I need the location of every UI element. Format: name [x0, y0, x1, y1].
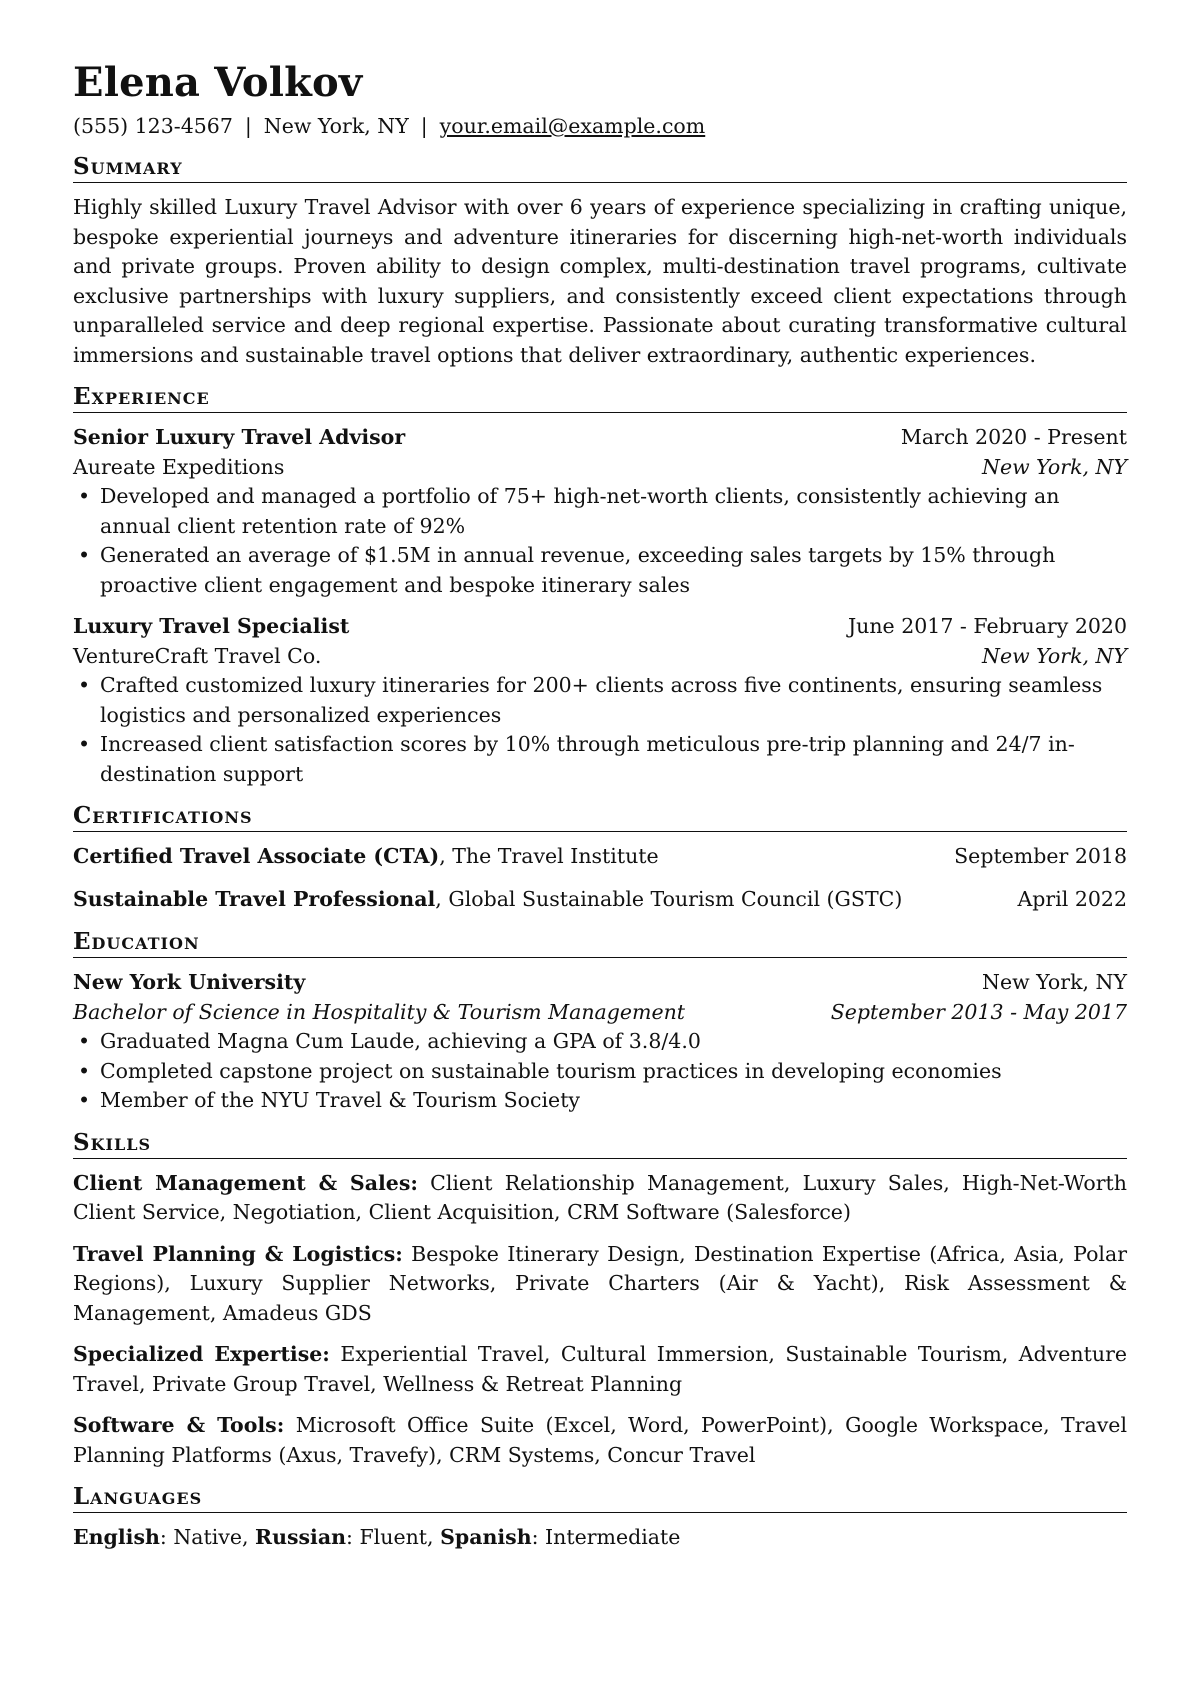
job-location: New York, NY — [982, 643, 1127, 668]
certification-issuer: , The Travel Institute — [439, 844, 659, 868]
skill-group-label: Software & Tools: — [73, 1413, 285, 1437]
skill-group-label: Client Management & Sales: — [73, 1170, 418, 1195]
resume-page — [73, 58, 1127, 1553]
bullet-item: • Completed capstone project on sustainable tourism practices in developing economies — [100, 1057, 1127, 1087]
bullet-item: • Developed and managed a portfolio of 75+ high-net-worth clients, consistently achieving an annual client retention rate of 92% — [100, 482, 1127, 541]
location-text: New York, NY — [263, 114, 409, 138]
language-name: Spanish — [440, 1525, 532, 1549]
job-title: Luxury Travel Specialist — [73, 614, 350, 638]
certification-text — [73, 885, 902, 915]
job-bullets — [73, 482, 1127, 600]
bullet-item: • Crafted customized luxury itineraries for 200+ clients across five continents, ensuring seamless logistics and personalized experiences — [100, 671, 1127, 730]
job-dates: March 2020 - Present — [900, 425, 1127, 449]
job-location: New York, NY — [982, 454, 1127, 479]
certification-name: Sustainable Travel Professional — [73, 886, 436, 911]
section-title-summary: Summary — [73, 152, 1127, 183]
skill-group — [73, 1411, 1127, 1470]
school-row — [73, 968, 1127, 998]
section-title-skills: Skills — [73, 1128, 1127, 1159]
job-company-row — [73, 642, 1127, 672]
languages-line — [73, 1523, 1127, 1553]
contact-line — [73, 112, 1127, 140]
skill-group — [73, 1169, 1127, 1228]
bullet-item: • Generated an average of $1.5M in annual revenue, exceeding sales targets by 15% through proactive client engagement and bespoke itinerary sales — [100, 541, 1127, 600]
skill-group-text: Microsoft Office Suite (Excel, Word, PowerPoint), Google Workspace, Travel Planning Platforms (Axus, Travefy), CRM Systems, Concur Travel — [73, 1413, 1127, 1467]
education-bullets — [73, 1027, 1127, 1116]
job-dates: June 2017 - February 2020 — [847, 614, 1127, 638]
candidate-name: Elena Volkov — [73, 59, 363, 106]
phone-number: (555) 123-4567 — [73, 114, 233, 138]
language-name: English — [73, 1525, 160, 1549]
bullet-item: • Graduated Magna Cum Laude, achieving a GPA of 3.8/4.0 — [100, 1027, 1127, 1057]
company-name: VentureCraft Travel Co. — [73, 643, 322, 668]
language-name: Russian — [255, 1525, 347, 1549]
job-header-row — [73, 423, 1127, 453]
certification-date: September 2018 — [954, 844, 1127, 868]
skill-group-text: Experiential Travel, Cultural Immersion, Sustainable Tourism, Adventure Travel, Private Group Travel, Wellness & Retreat Planning — [73, 1342, 1127, 1396]
education-entry — [73, 968, 1127, 1116]
certification-row — [73, 842, 1127, 872]
experience-entry — [73, 423, 1127, 600]
job-title: Senior Luxury Travel Advisor — [73, 425, 406, 449]
certification-name: Certified Travel Associate (CTA) — [73, 844, 440, 868]
section-title-languages: Languages — [73, 1482, 1127, 1513]
certification-issuer: , Global Sustainable Tourism Council (GSTC) — [435, 886, 903, 911]
language-level: : Native — [159, 1525, 242, 1549]
skill-group-text: Client Relationship Management, Luxury Sales, High-Net-Worth Client Service, Negotiation, Client Acquisition, CRM Software (Salesforce) — [73, 1170, 1127, 1224]
email-link[interactable]: your.email@example.com — [439, 114, 706, 138]
contact-separator: | — [420, 114, 428, 138]
section-title-education: Education — [73, 927, 1127, 958]
certification-date: April 2022 — [1017, 886, 1127, 911]
contact-separator: | — [244, 114, 252, 138]
language-joiner: , — [241, 1525, 256, 1549]
education-dates: September 2013 - May 2017 — [830, 999, 1127, 1024]
section-title-certifications: Certifications — [73, 801, 1127, 832]
skill-group — [73, 1240, 1127, 1329]
company-name: Aureate Expeditions — [73, 454, 285, 479]
skill-group-text: Bespoke Itinerary Design, Destination Expertise (Africa, Asia, Polar Regions), Luxury Supplier Networks, Private Charters (Air & Yacht), Risk Assessment & Management, Amadeus GDS — [73, 1241, 1127, 1325]
certification-row — [73, 885, 1127, 915]
job-header-row — [73, 612, 1127, 642]
language-level: : Fluent — [346, 1525, 428, 1549]
degree-row — [73, 998, 1127, 1028]
certification-text — [73, 842, 659, 872]
language-level: : Intermediate — [531, 1525, 681, 1549]
language-joiner: , — [427, 1525, 441, 1549]
school-name: New York University — [73, 970, 306, 994]
summary-text: Highly skilled Luxury Travel Advisor with over 6 years of experience specializing in crafting unique, bespoke experiential journeys and adventure itineraries for discerning high-net-worth individuals and private groups. Proven ability to design complex, multi-destination travel programs, cultivate exclusive partnerships with luxury suppliers, and consistently exceed client expectations through unparalleled service and deep regional expertise. Passionate about curating transformative cultural immersions and sustainable travel options that deliver extraordinary, authentic experiences. — [73, 195, 1127, 367]
bullet-item: • Increased client satisfaction scores by 10% through meticulous pre-trip planning and 24/7 in-destination support — [100, 730, 1127, 789]
section-title-experience: Experience — [73, 382, 1127, 413]
skill-group-label: Travel Planning & Logistics: — [73, 1241, 403, 1266]
skill-group-label: Specialized Expertise: — [73, 1342, 330, 1366]
bullet-item: • Member of the NYU Travel & Tourism Society — [100, 1086, 1127, 1116]
job-company-row — [73, 453, 1127, 483]
degree-name: Bachelor of Science in Hospitality & Tourism Management — [73, 999, 686, 1024]
job-bullets — [73, 671, 1127, 789]
school-location: New York, NY — [982, 970, 1127, 994]
skill-group — [73, 1340, 1127, 1399]
experience-entry — [73, 612, 1127, 789]
